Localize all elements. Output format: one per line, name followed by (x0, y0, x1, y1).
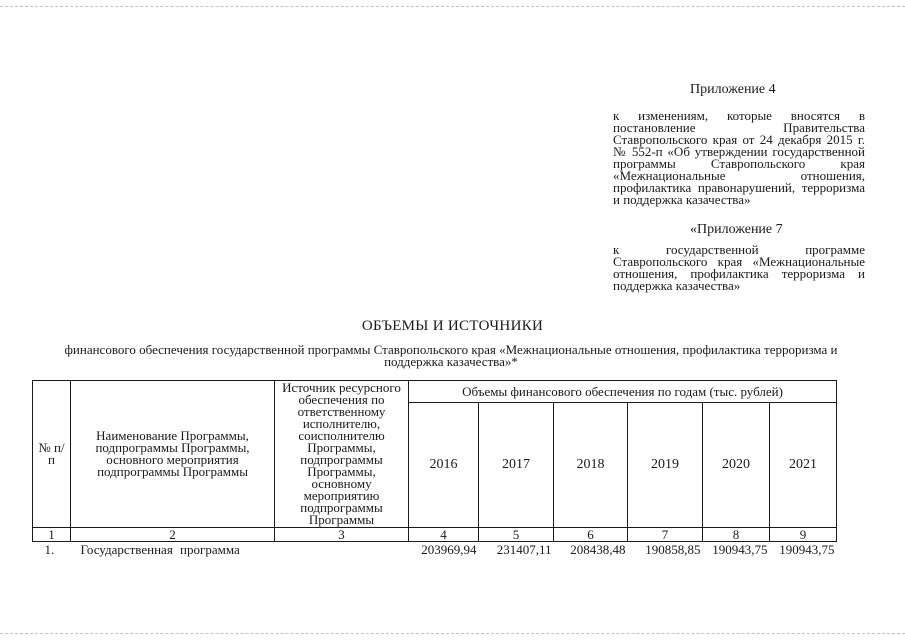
header-year: 2017 (479, 403, 554, 528)
header-volumes: Объемы финансового обеспечения по годам (тыс. рублей) (409, 381, 837, 403)
column-index: 1 (33, 528, 71, 542)
column-index: 9 (770, 528, 837, 542)
header-name: Наименование Программы, подпрограммы Программы, основного мероприятия подпрограммы Программы (71, 381, 275, 528)
appendix7-title: «Приложение 7 (690, 222, 783, 237)
header-year: 2018 (554, 403, 628, 528)
document-subtitle: финансового обеспечения государственной программы Ставропольского края «Межнациональные отношения, профилактика терроризма и поддержка казачества»* (64, 342, 838, 369)
document-title: ОБЪЕМЫ И ИСТОЧНИКИ (361, 318, 544, 334)
row-value: 190858,85 (645, 542, 701, 557)
row-source (275, 542, 409, 559)
row-value: 231407,11 (496, 542, 552, 557)
row-number: 1. (44, 542, 55, 557)
column-index: 3 (275, 528, 409, 542)
header-number: № п/п (33, 381, 71, 528)
row-value: 208438,48 (570, 542, 626, 557)
scan-edge-bottom (0, 633, 905, 634)
row-value: 190943,75 (779, 542, 835, 557)
scan-edge-top (0, 6, 905, 7)
column-index: 4 (409, 528, 479, 542)
table-row (33, 542, 837, 559)
row-value: 190943,75 (712, 542, 768, 557)
header-year: 2020 (703, 403, 770, 528)
row-value: 203969,94 (421, 542, 477, 557)
header-year: 2019 (628, 403, 703, 528)
column-index: 7 (628, 528, 703, 542)
appendix-title: Приложение 4 (690, 82, 776, 97)
financing-table (32, 380, 837, 558)
column-index: 5 (479, 528, 554, 542)
header-year: 2016 (409, 403, 479, 528)
column-index: 8 (703, 528, 770, 542)
column-index: 2 (71, 528, 275, 542)
row-name: Государственная программа (80, 542, 240, 557)
appendix7-text: к государственной программе Ставропольского края «Межнациональные отношения, профилактика терроризма и поддержка казачества» (613, 242, 865, 293)
header-source: Источник ресурсного обеспечения по ответственному исполнителю, соисполнителю Программы, подпрограммы Программы, основному мероприятию подпрограммы Программы (275, 381, 409, 528)
column-index: 6 (554, 528, 628, 542)
appendix-text: к изменениям, которые вносятся в постановление Правительства Ставропольского края от 24 декабря 2015 г. № 552-п «Об утверждении государственной программы Ставропольского края «Межнациональные отношения, профилактика правонарушений, терроризма и поддержка казачества» (613, 108, 865, 207)
header-year: 2021 (770, 403, 837, 528)
